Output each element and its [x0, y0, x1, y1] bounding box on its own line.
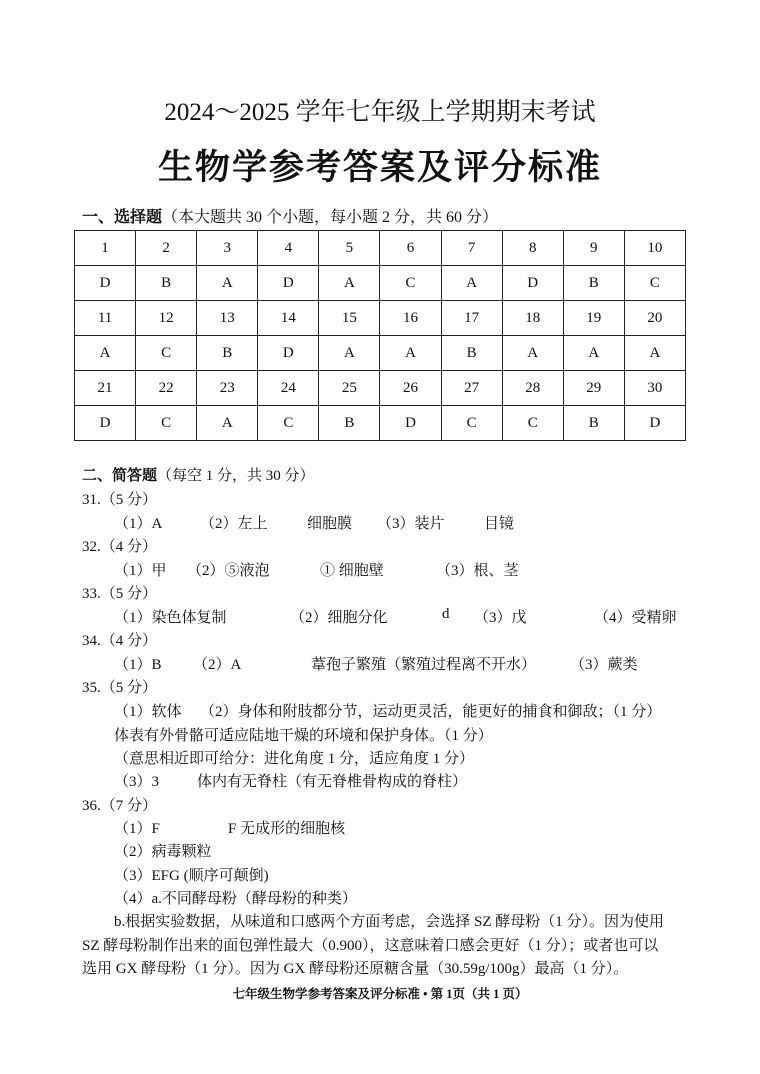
section2-header [82, 464, 315, 485]
q34-answer-2: （2）A [193, 657, 242, 673]
answer-row [75, 336, 686, 371]
q36-answer-3: （2）病毒颗粒 [114, 844, 212, 860]
q34-answer-4: （3）蕨类 [570, 657, 638, 673]
question-number-cell: 6 [380, 231, 441, 266]
answer-row [75, 406, 686, 441]
answer-cell: D [380, 406, 441, 441]
question-number-cell: 20 [624, 301, 685, 336]
answer-cell: C [441, 406, 502, 441]
question-number-cell: 9 [563, 231, 624, 266]
question-number-cell: 12 [136, 301, 197, 336]
answer-cell: A [502, 336, 563, 371]
question-number-cell: 16 [380, 301, 441, 336]
q35-label: 35.（5 分） [82, 680, 158, 696]
q35-answer-5: （3）3 [114, 774, 160, 790]
question-number-cell: 7 [441, 231, 502, 266]
question-number-cell: 28 [502, 371, 563, 406]
question-number-cell: 17 [441, 301, 502, 336]
question-number-cell: 4 [258, 231, 319, 266]
q33-answer-2: （2）细胞分化 [290, 610, 388, 626]
q34-label: 34.（4 分） [82, 633, 158, 649]
q31-answer-5: 目镜 [484, 516, 515, 532]
question-number-cell: 25 [319, 371, 380, 406]
answer-cell: B [319, 406, 380, 441]
answer-cell: A [319, 266, 380, 301]
answer-cell: B [563, 266, 624, 301]
q35-answer-2: （2）身体和附肢都分节，运动更灵活，能更好的捕食和御敌；（1 分） [200, 704, 662, 720]
q33-answer-4: （3）戊 [474, 610, 527, 626]
answer-cell: C [258, 406, 319, 441]
answer-cell: B [197, 336, 258, 371]
question-number-cell: 30 [624, 371, 685, 406]
answer-cell: C [502, 406, 563, 441]
question-number-cell: 11 [75, 301, 136, 336]
answer-cell: A [380, 336, 441, 371]
q36-explanation-3: 选用 GX 酵母粉（1 分）。因为 GX 酵母粉还原糖含量（30.59g/100g）最高（1 分）。 [82, 961, 629, 977]
q31-answer-1: （1）A [114, 516, 163, 532]
answer-cell: A [75, 336, 136, 371]
q33-label: 33.（5 分） [82, 586, 158, 602]
answer-cell: B [441, 336, 502, 371]
question-number-cell: 14 [258, 301, 319, 336]
answer-cell: A [197, 266, 258, 301]
question-number-cell: 22 [136, 371, 197, 406]
question-number-cell: 10 [624, 231, 685, 266]
q35-answer-6: 体内有无脊柱（有无脊椎骨构成的脊柱） [197, 774, 468, 790]
q36-label: 36.（7 分） [82, 798, 158, 814]
answer-cell: A [441, 266, 502, 301]
q36-explanation-2: SZ 酵母粉制作出来的面包弹性最大（0.900），这意味着口感会更好（1 分）；或者也可以 [82, 938, 659, 954]
q35-answer-4: （意思相近即可给分：进化角度 1 分，适应角度 1 分） [114, 751, 475, 767]
q32-answer-3: ① 细胞壁 [320, 563, 384, 579]
document-subtitle: 生物学参考答案及评分标准 [157, 148, 602, 187]
q36-answer-2: F 无成形的细胞核 [228, 821, 346, 837]
answer-cell: A [197, 406, 258, 441]
q33-answer-5: （4）受精卵 [594, 610, 677, 626]
q31-answer-2: （2）左上 [200, 516, 268, 532]
question-number-cell: 19 [563, 301, 624, 336]
answer-row [75, 266, 686, 301]
answer-cell: C [136, 336, 197, 371]
q35-answer-1: （1）软体 [114, 704, 182, 720]
q31-label: 31.（5 分） [82, 492, 158, 508]
q36-answer-5: （4）a.不同酵母粉（酵母粉的种类） [114, 891, 357, 907]
q33-answer-3: d [442, 606, 450, 622]
section2-heading: 二、简答题 [82, 466, 158, 484]
q36-answer-1: （1）F [114, 821, 160, 837]
q36-answer-4: （3）EFG (顺序可颠倒) [114, 868, 269, 884]
answer-cell: C [380, 266, 441, 301]
answer-cell: D [258, 336, 319, 371]
q31-answer-4: （3）装片 [377, 516, 445, 532]
answer-cell: D [624, 406, 685, 441]
question-number-cell: 23 [197, 371, 258, 406]
answer-cell: D [75, 266, 136, 301]
question-number-cell: 18 [502, 301, 563, 336]
answer-cell: A [319, 336, 380, 371]
answer-cell: D [502, 266, 563, 301]
answer-cell: A [624, 336, 685, 371]
question-number-cell: 15 [319, 301, 380, 336]
exam-title: 2024～2025 学年七年级上学期期末考试 [164, 99, 596, 126]
q34-answer-1: （1）B [114, 657, 162, 673]
question-number-cell: 3 [197, 231, 258, 266]
q32-answer-4: （3）根、茎 [436, 563, 519, 579]
question-number-row [75, 371, 686, 406]
answer-cell: D [75, 406, 136, 441]
question-number-cell: 8 [502, 231, 563, 266]
section1-note: （本大题共 30 个小题，每小题 2 分，共 60 分） [162, 209, 499, 226]
question-number-cell: 24 [258, 371, 319, 406]
question-number-cell: 29 [563, 371, 624, 406]
answer-cell: C [624, 266, 685, 301]
question-number-cell: 26 [380, 371, 441, 406]
q32-answer-2: （2）⑤液泡 [187, 563, 270, 579]
q32-label: 32.（4 分） [82, 539, 158, 555]
q32-answer-1: （1）甲 [114, 563, 167, 579]
question-number-cell: 13 [197, 301, 258, 336]
question-number-row [75, 301, 686, 336]
answer-cell: D [258, 266, 319, 301]
q35-answer-3: 体表有外骨骼可适应陆地干燥的环境和保护身体。（1 分） [114, 728, 493, 744]
q34-answer-3: 葦孢子繁殖（繁殖过程离不开水） [311, 657, 537, 673]
q31-answer-3: 细胞膜 [307, 516, 353, 532]
question-number-cell: 1 [75, 231, 136, 266]
question-number-cell: 21 [75, 371, 136, 406]
question-number-cell: 5 [319, 231, 380, 266]
question-number-cell: 27 [441, 371, 502, 406]
answer-cell: B [136, 266, 197, 301]
answer-cell: A [563, 336, 624, 371]
section2-note: （每空 1 分，共 30 分） [157, 468, 315, 484]
q36-explanation-1: b.根据实验数据，从味道和口感两个方面考虑，会选择 SZ 酵母粉（1 分）。因为使用 [114, 914, 665, 930]
q33-answer-1: （1）染色体复制 [114, 610, 227, 626]
question-number-cell: 2 [136, 231, 197, 266]
section1-heading: 一、选择题 [82, 207, 163, 226]
page-footer: 七年级生物学参考答案及评分标准 • 第 1页（共 1 页） [232, 987, 528, 1001]
question-number-row [75, 231, 686, 266]
answer-cell: B [563, 406, 624, 441]
answer-cell: C [136, 406, 197, 441]
section1-header [82, 204, 498, 227]
answer-table [74, 230, 686, 441]
